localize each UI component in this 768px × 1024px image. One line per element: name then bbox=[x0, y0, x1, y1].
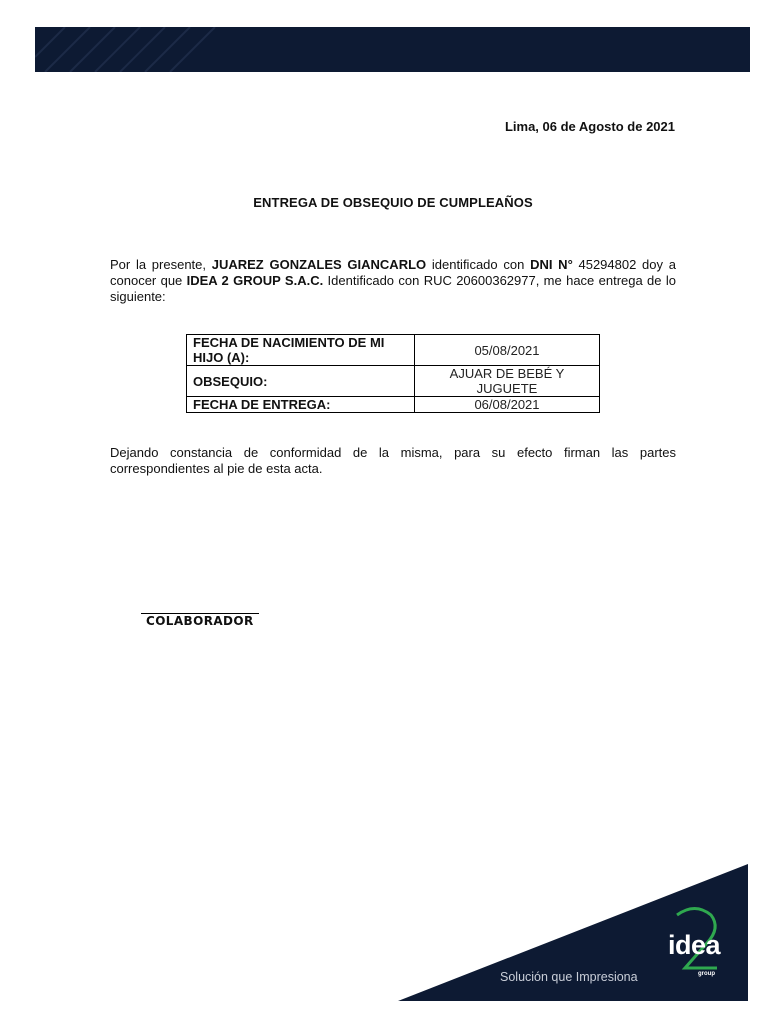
table-row bbox=[187, 366, 600, 397]
header-stripes bbox=[35, 27, 750, 72]
table-label-delivery: FECHA DE ENTREGA: bbox=[187, 397, 415, 413]
dni-label: DNI N° bbox=[530, 257, 573, 272]
intro-text-2: identificado con bbox=[426, 257, 531, 272]
intro-text-3: 45294802 doy a conocer que bbox=[110, 257, 676, 288]
intro-paragraph bbox=[110, 257, 676, 305]
document-date: Lima, 06 de Agosto de 2021 bbox=[504, 119, 675, 134]
table-label-gift: OBSEQUIO: bbox=[187, 366, 415, 397]
gift-details-table bbox=[186, 334, 600, 413]
company-logo: idea bbox=[668, 930, 721, 960]
signature-label: COLABORADOR bbox=[146, 614, 254, 628]
document-title: ENTREGA DE OBSEQUIO DE CUMPLEAÑOS bbox=[253, 195, 533, 210]
table-value-birthdate: 05/08/2021 bbox=[415, 335, 600, 366]
table-label-birthdate: FECHA DE NACIMIENTO DE MI HIJO (A): bbox=[187, 335, 415, 366]
company-name: IDEA 2 GROUP S.A.C. bbox=[186, 273, 324, 288]
intro-text-4: Identificado con RUC 20600362977, me hace entrega de lo siguiente: bbox=[110, 273, 676, 304]
closing-paragraph: Dejando constancia de conformidad de la misma, para su efecto firman las partes correspondientes al pie de esta acta. bbox=[110, 445, 676, 476]
table-row bbox=[187, 335, 600, 366]
header-band bbox=[35, 27, 750, 72]
table-row bbox=[187, 397, 600, 413]
table-value-delivery: 06/08/2021 bbox=[415, 397, 600, 413]
footer-tagline: Solución que Impresiona bbox=[500, 970, 638, 984]
table-value-gift: AJUAR DE BEBÉ Y JUGUETE bbox=[415, 366, 600, 397]
employee-name: JUAREZ GONZALES GIANCARLO bbox=[211, 257, 427, 272]
company-logo-sub: group bbox=[698, 971, 715, 977]
intro-text-1: Por la presente, bbox=[110, 257, 212, 272]
